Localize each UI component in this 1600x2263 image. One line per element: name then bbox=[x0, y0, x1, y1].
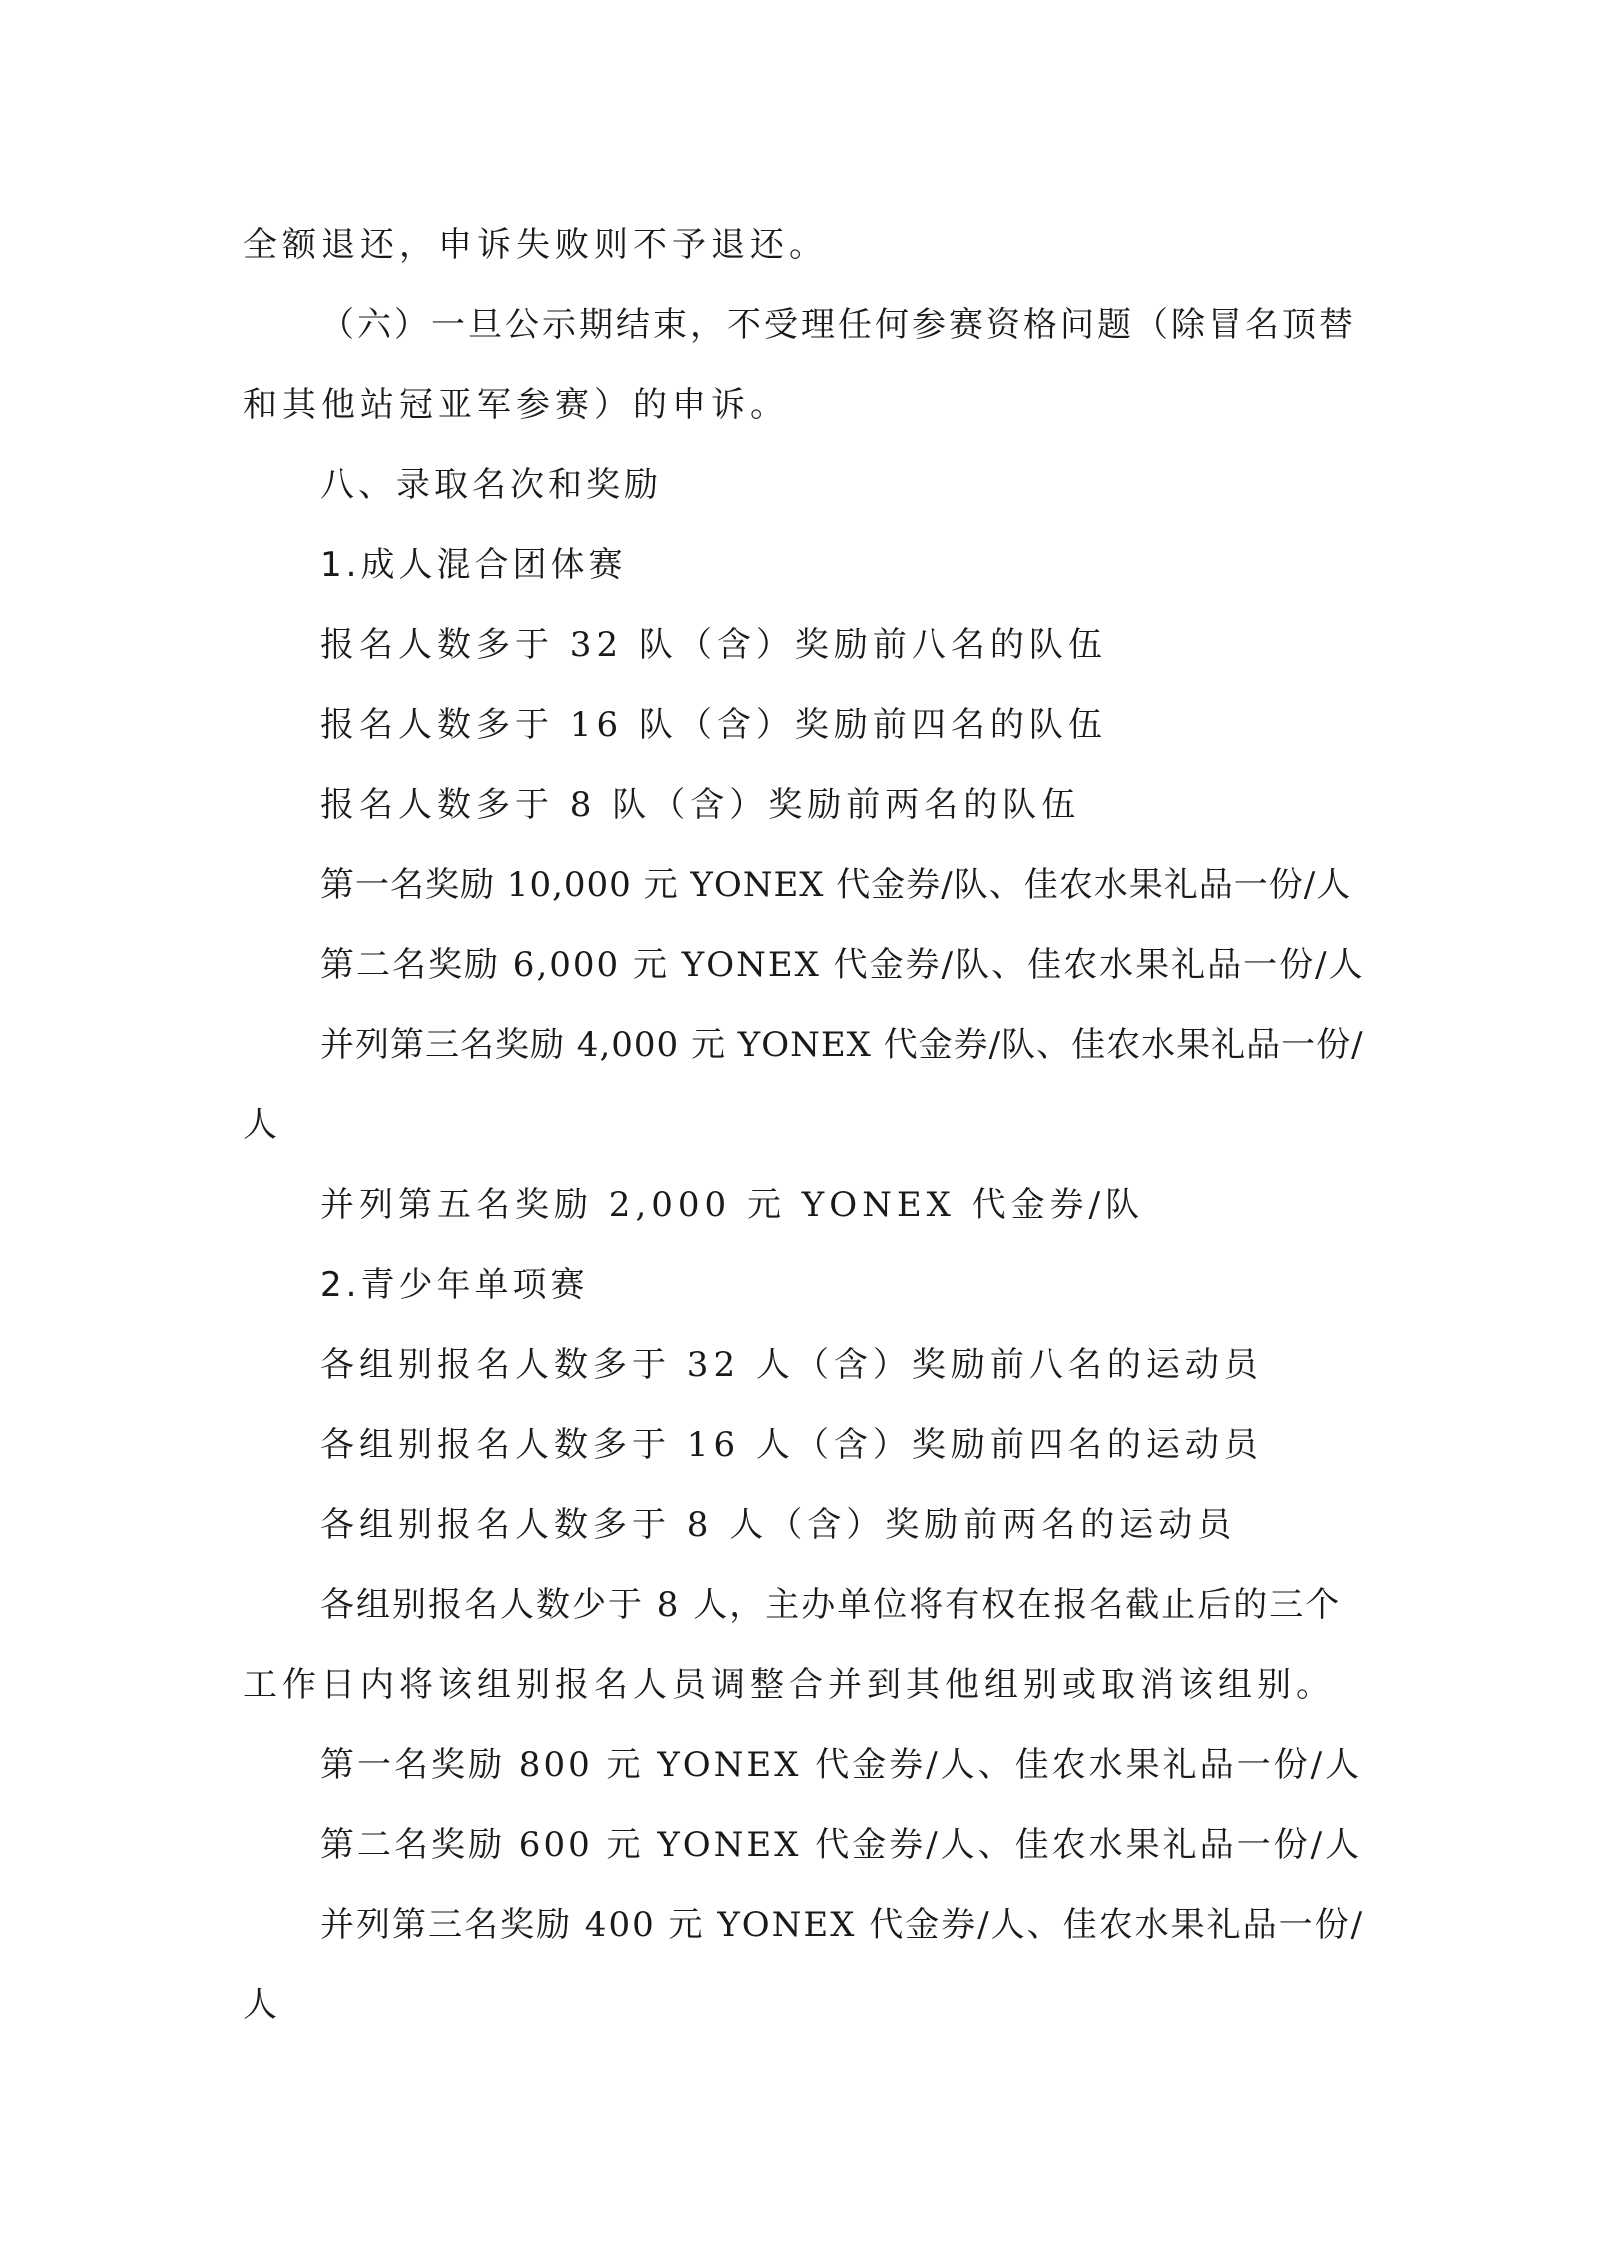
paragraph-line: 并列第五名奖励 2,000 元 YONEX 代金券/队 bbox=[320, 1185, 1145, 1225]
paragraph-line: 第二名奖励 600 元 YONEX 代金券/人、佳农水果礼品一份/人 bbox=[320, 1825, 1363, 1865]
paragraph-line: 第二名奖励 6,000 元 YONEX 代金券/队、佳农水果礼品一份/人 bbox=[320, 945, 1365, 985]
paragraph-line: 第一名奖励 10,000 元 YONEX 代金券/队、佳农水果礼品一份/人 bbox=[320, 865, 1352, 905]
paragraph-line: 各组别报名人数少于 8 人，主办单位将有权在报名截止后的三个 bbox=[320, 1585, 1342, 1625]
paragraph-line: 人 bbox=[243, 1105, 282, 1145]
section-heading: 八、录取名次和奖励 bbox=[320, 465, 662, 505]
paragraph-line: 报名人数多于 8 队（含）奖励前两名的队伍 bbox=[320, 785, 1081, 825]
paragraph-line: 各组别报名人数多于 16 人（含）奖励前四名的运动员 bbox=[320, 1425, 1263, 1465]
paragraph-line: 工作日内将该组别报名人员调整合并到其他组别或取消该组别。 bbox=[243, 1665, 1335, 1705]
paragraph-line: 和其他站冠亚军参赛）的申诉。 bbox=[243, 385, 789, 425]
paragraph-line: 各组别报名人数多于 32 人（含）奖励前八名的运动员 bbox=[320, 1345, 1263, 1385]
subsection-heading: 1.成人混合团体赛 bbox=[320, 545, 627, 585]
paragraph-line: 报名人数多于 16 队（含）奖励前四名的队伍 bbox=[320, 705, 1107, 745]
paragraph-line: 报名人数多于 32 队（含）奖励前八名的队伍 bbox=[320, 625, 1107, 665]
paragraph-line: 人 bbox=[243, 1985, 282, 2025]
paragraph-line: 各组别报名人数多于 8 人（含）奖励前两名的运动员 bbox=[320, 1505, 1237, 1545]
paragraph-line: 全额退还，申诉失败则不予退还。 bbox=[243, 225, 828, 265]
paragraph-line: （六）一旦公示期结束，不受理任何参赛资格问题（除冒名顶替 bbox=[320, 305, 1356, 345]
paragraph-line: 并列第三名奖励 400 元 YONEX 代金券/人、佳农水果礼品一份/ bbox=[320, 1905, 1365, 1945]
paragraph-line: 并列第三名奖励 4,000 元 YONEX 代金券/队、佳农水果礼品一份/ bbox=[320, 1025, 1364, 1065]
subsection-heading: 2.青少年单项赛 bbox=[320, 1265, 589, 1305]
paragraph-line: 第一名奖励 800 元 YONEX 代金券/人、佳农水果礼品一份/人 bbox=[320, 1745, 1363, 1785]
